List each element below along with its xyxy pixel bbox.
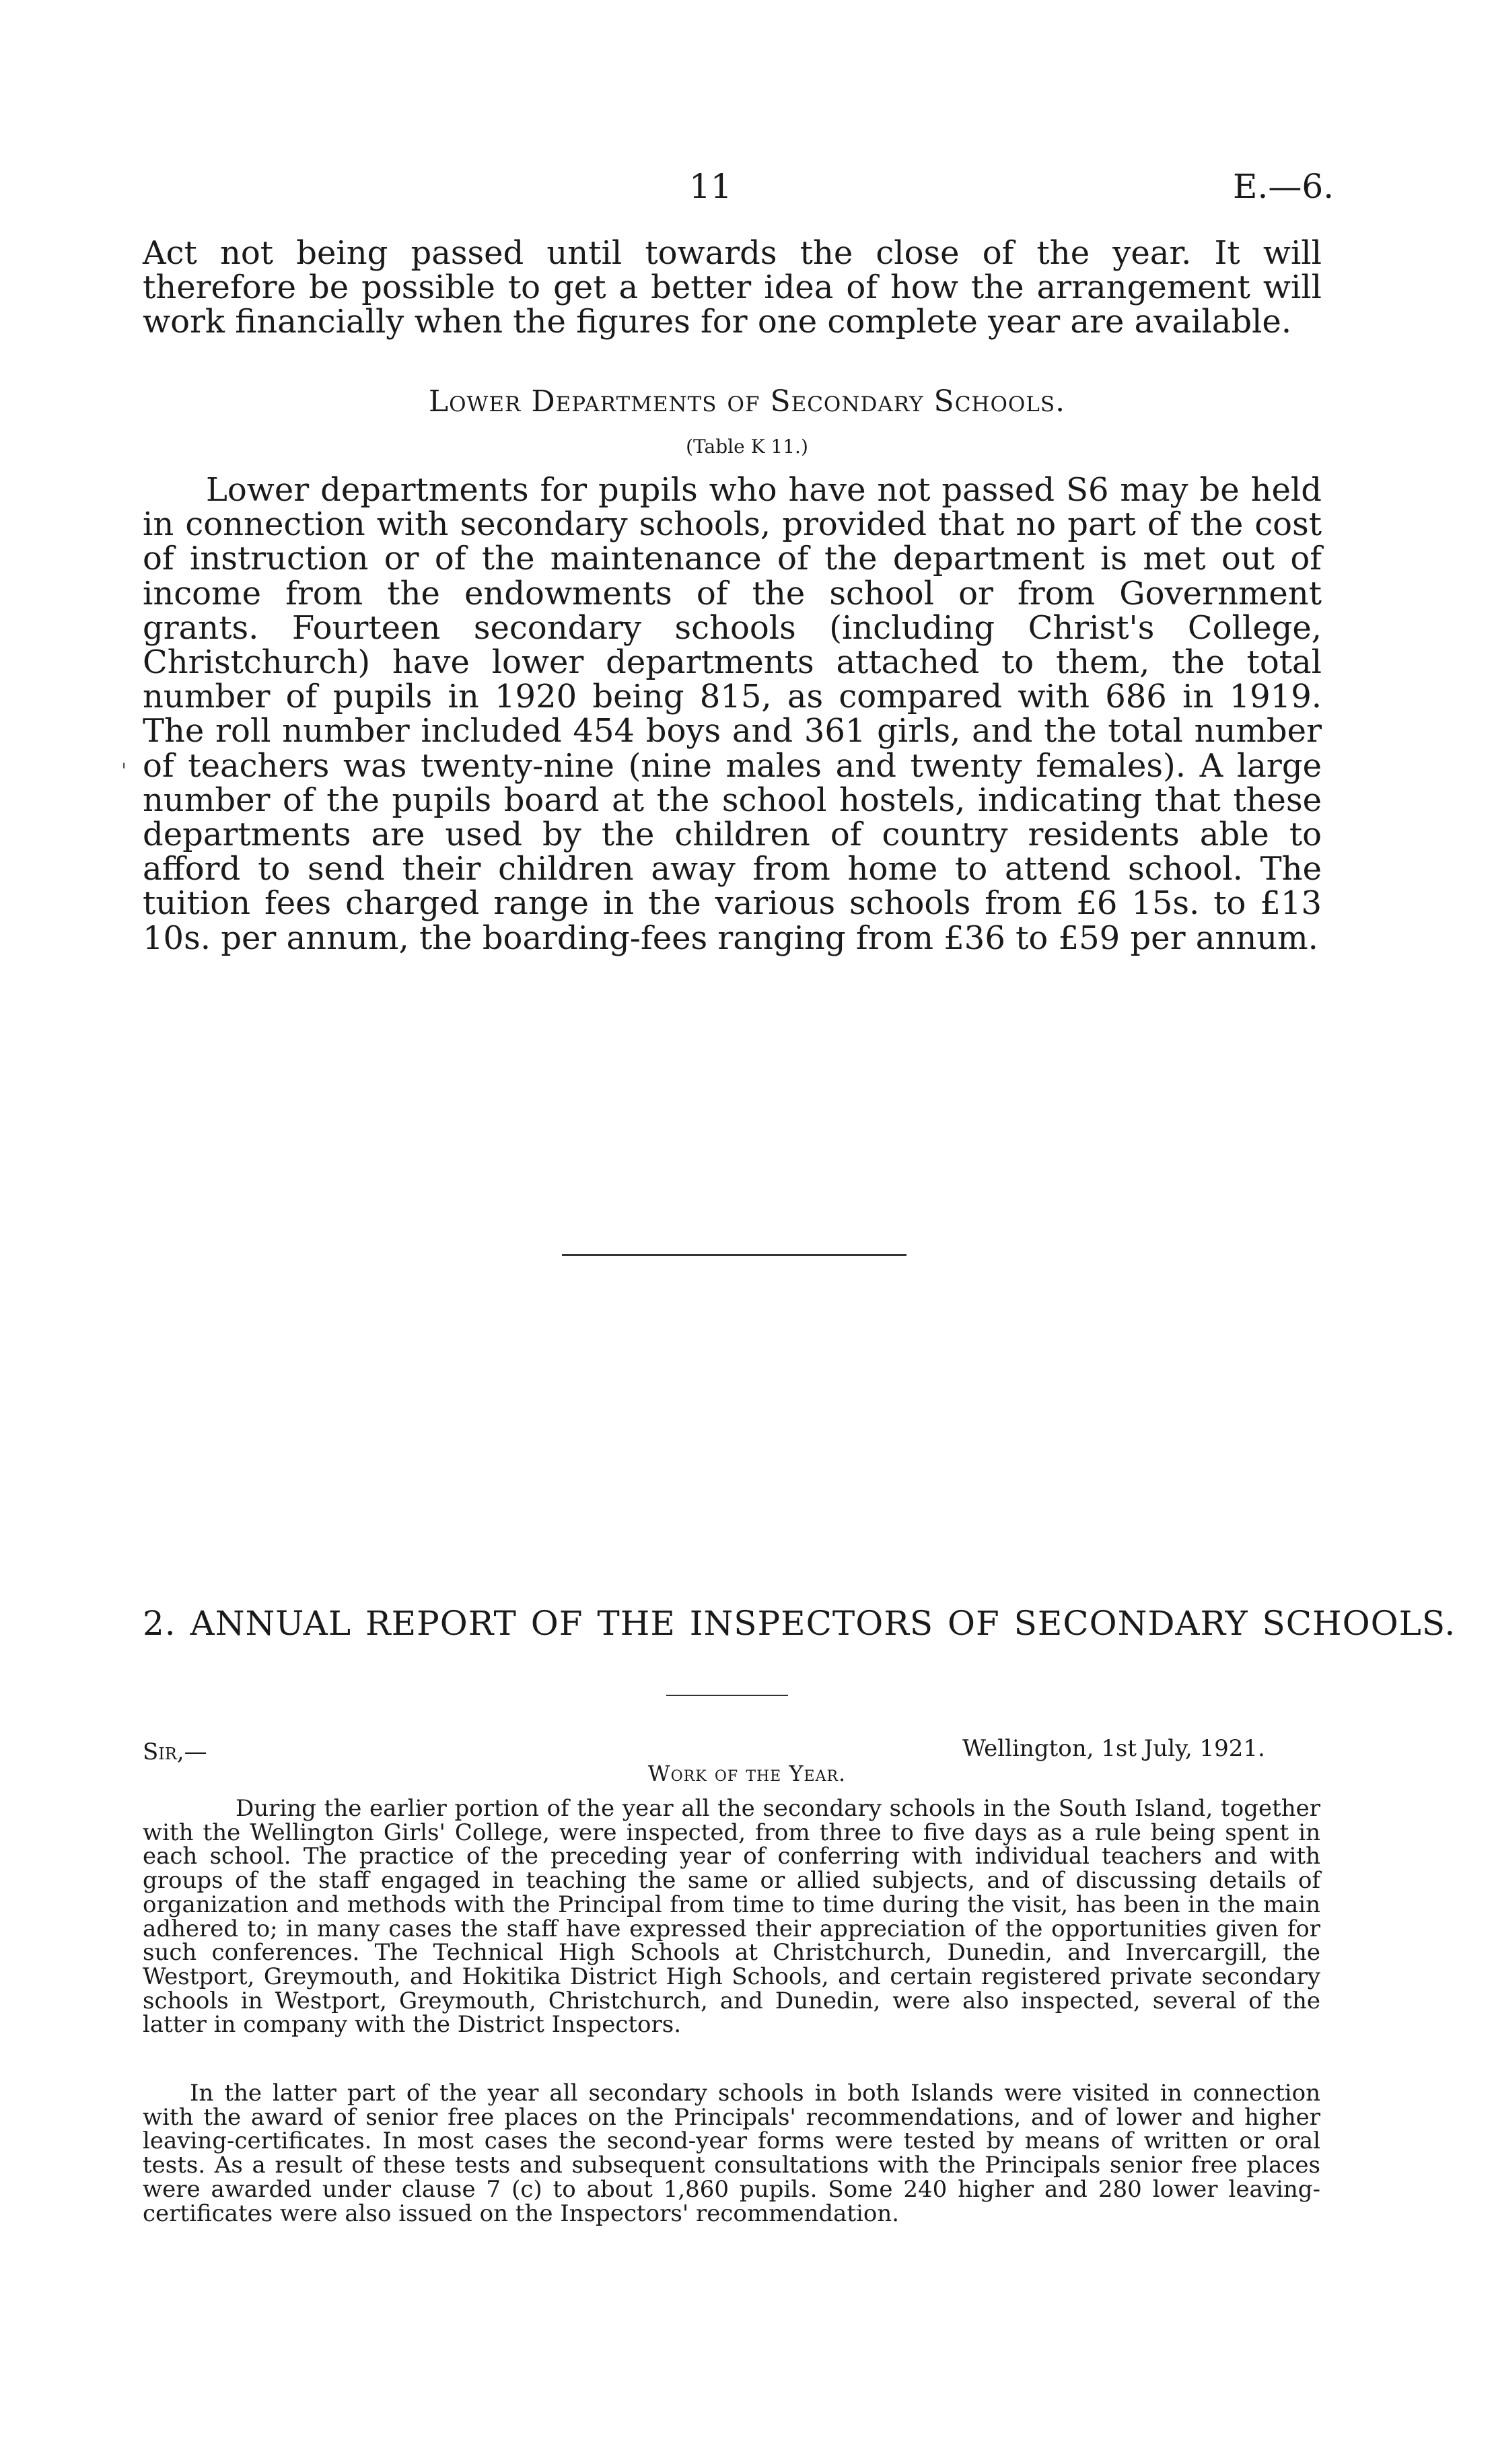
lower-departments-paragraph: Lower departments for pupils who have not passed S6 may be held in connection with secondary schools, provided that no part of the cost of instruction or of the maintenance of the department is met out of income from the endowments of the school or from Government grants. Fourteen secondary schools (including Christ's College, Christchurch) have lower departments attached to them, the total number of pupils in 1920 being 815, as compared with 686 in 1919. The roll number included 454 boys and 361 girls, and the total number of teachers was twenty-nine (nine males and twenty females). A large number of the pupils board at the school hostels, indicating that these departments are used by the children of country residents able to afford to send their children away from home to attend school. The tuition fees charged range in the various schools from £6 15s. to £13 10s. per annum, the boarding-fees ranging from £36 to £59 per annum. — [143, 471, 1322, 957]
report-paragraph: During the earlier portion of the year all the secondary schools in the South Island, together with the Wellington Girls' College, were inspected, from three to five days as a rule being spent in each school. The practice of the preceding year of conferring with individual teachers and with groups of the staff engaged in teaching the same or allied subjects, and of discussing details of organization and methods with the Principal from time to time during the visit, has been in the main adhered to; in many cases the staff have expressed their appreciation of the opportunities given for such conferences. The Technical High Schools at Christchurch, Dunedin, and Invercargill, the Westport, Greymouth, and Hokitika District High Schools, and certain registered private secondary schools in Westport, Greymouth, Christchurch, and Dunedin, were also inspected, several of the latter in company with the District Inspectors. — [143, 1795, 1320, 2039]
report-paragraph: In the latter part of the year all secondary schools in both Islands were visited in connection with the award of senior free places on the Principals' recommendations, and of lower and higher leaving-certificates. In most cases the second-year forms were tested by means of written or oral tests. As a result of these tests and subsequent consultations with the Principals senior free places were awarded under clause 7 (c) to about 1,860 pupils. Some 240 higher and 280 lower leaving-certificates were also issued on the Inspectors' recommendation. — [143, 2080, 1320, 2227]
table-reference: (Table K 11.) — [686, 435, 808, 458]
page-number: 11 — [689, 167, 732, 206]
section-heading-lower-departments: Lower Departments of Secondary Schools. — [428, 384, 1066, 419]
title-rule — [666, 1695, 788, 1696]
dateline: Wellington, 1st July, 1921. — [962, 1735, 1265, 1762]
section-divider — [562, 1254, 906, 1256]
document-reference: E.—6. — [1233, 167, 1335, 206]
salutation: Sir,— — [143, 1738, 207, 1765]
margin-mark: ' — [121, 759, 127, 783]
sub-heading-work-of-the-year: Work of the Year. — [647, 1761, 847, 1786]
intro-paragraph: Act not being passed until towards the close of the year. It will therefore be possible to get a better idea of how the arrangement will work financially when the figures for one complete year are available. — [143, 234, 1322, 341]
report-title: 2. ANNUAL REPORT OF THE INSPECTORS OF SECONDARY SCHOOLS. — [143, 1604, 1456, 1643]
